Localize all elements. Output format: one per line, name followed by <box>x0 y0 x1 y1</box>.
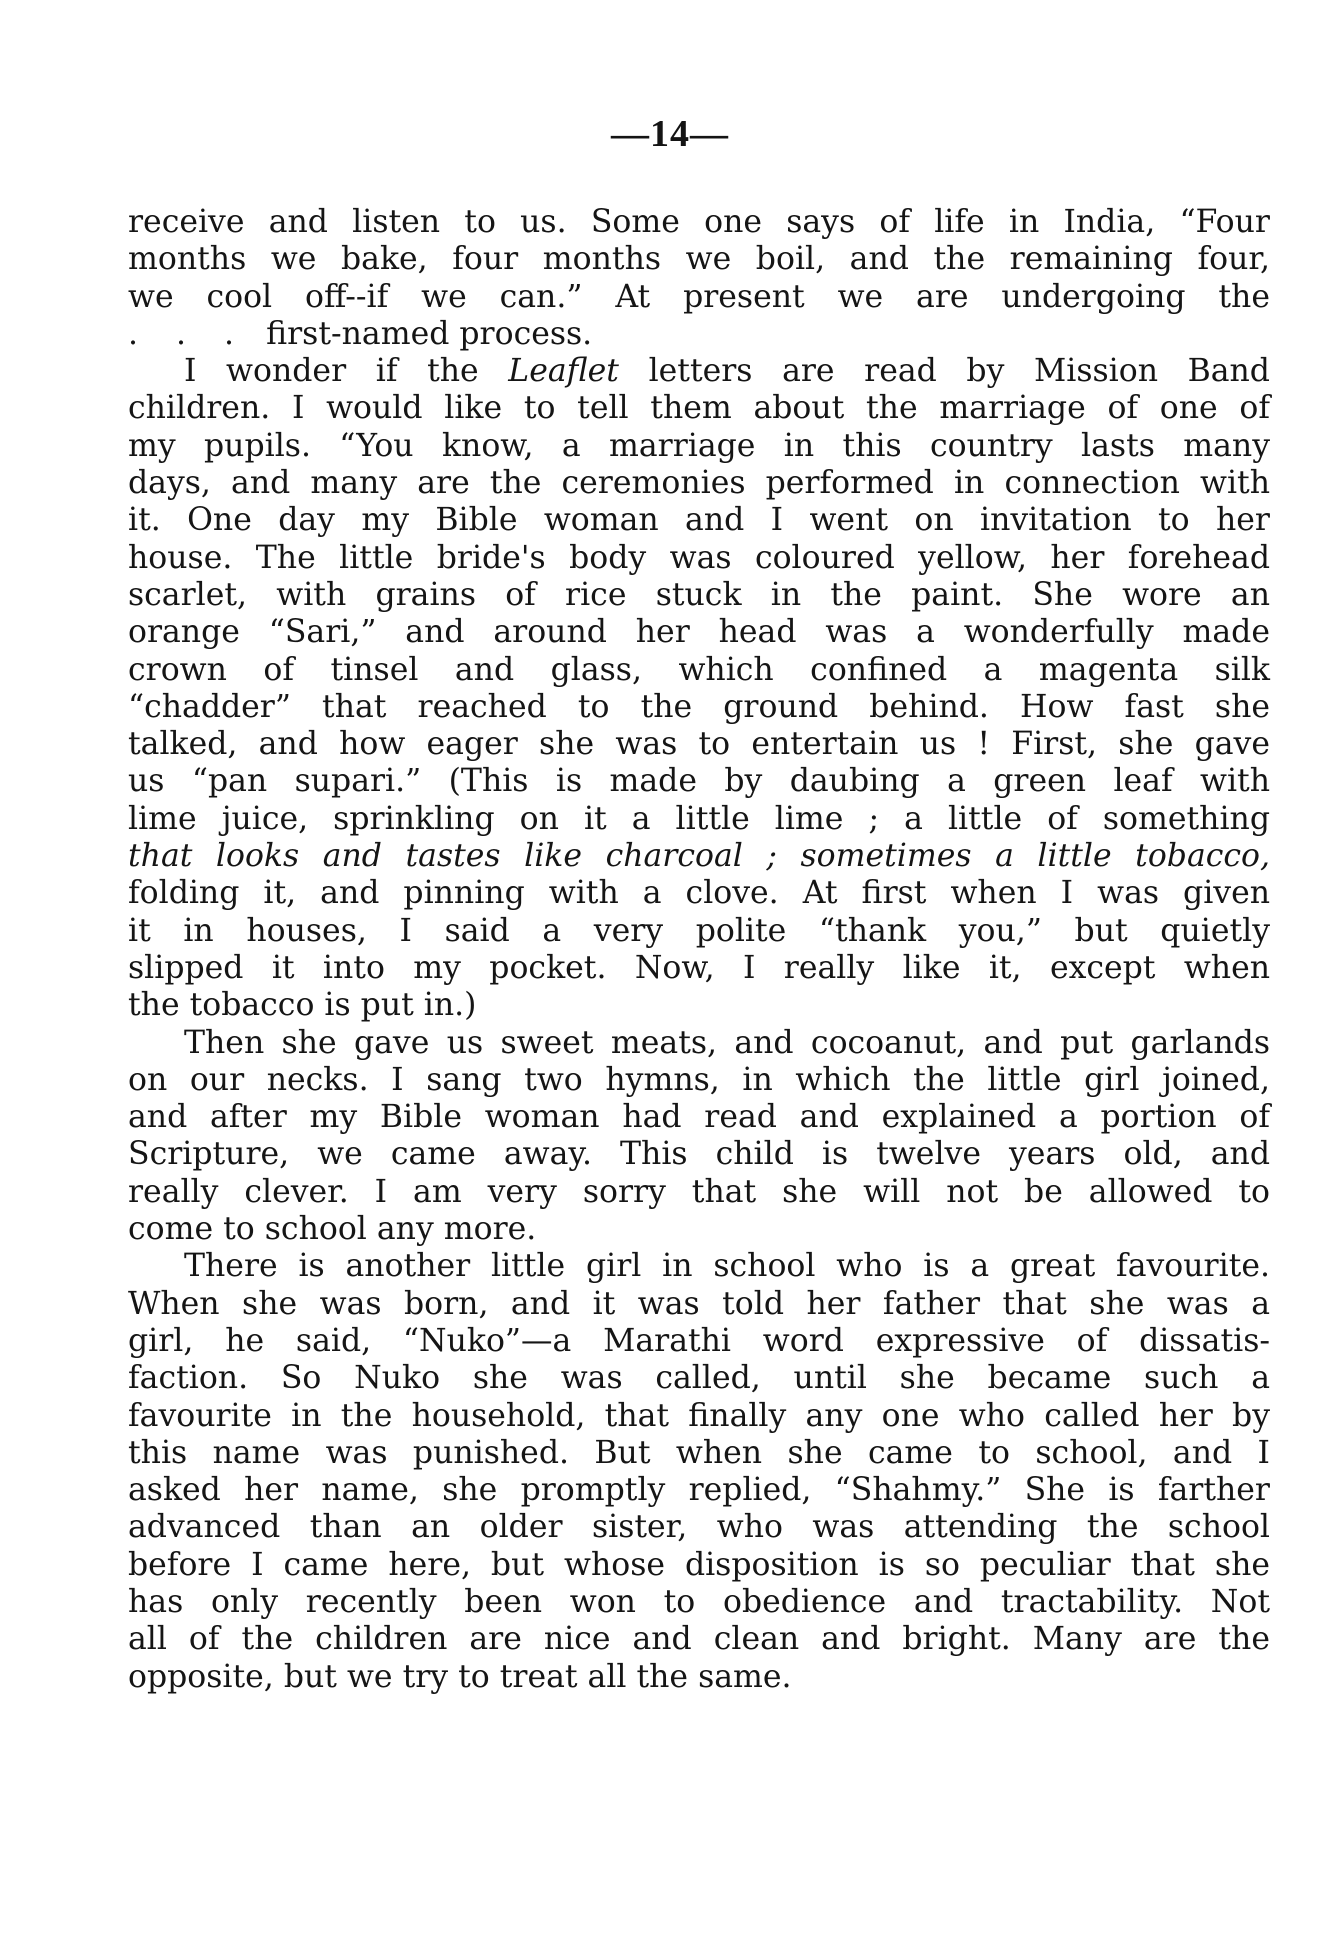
body-text <box>128 204 1270 1696</box>
text-line: has only recently been won to obedience and tractability. Not <box>128 1583 1270 1620</box>
paragraph-1 <box>128 204 1270 353</box>
text-line: “chadder” that reached to the ground behind. How fast she <box>128 688 1270 725</box>
ellipsis-dots: . . . <box>128 315 249 352</box>
paragraph-4 <box>128 1248 1270 1696</box>
text-line <box>128 316 1270 353</box>
text-line: girl, he said, “Nuko”—a Marathi word expressive of dissatis- <box>128 1322 1270 1359</box>
paragraph-3 <box>128 1025 1270 1249</box>
text-line: When she was born, and it was told her father that she was a <box>128 1285 1270 1322</box>
text-line: on our necks. I sang two hymns, in which the little girl joined, <box>128 1061 1270 1098</box>
text-line: Then she gave us sweet meats, and cocoanut, and put garlands <box>184 1024 1270 1061</box>
text-line: children. I would like to tell them about the marriage of one of <box>128 390 1270 427</box>
text-line: lime juice, sprinkling on it a little lime ; a little of something <box>128 800 1270 837</box>
text-line: before I came here, but whose disposition is so peculiar that she <box>128 1546 1270 1583</box>
text-line: really clever. I am very sorry that she will not be allowed to <box>128 1173 1270 1210</box>
text-line: my pupils. “You know, a marriage in this country lasts many <box>128 427 1270 464</box>
text-line: it. One day my Bible woman and I went on invitation to her <box>128 502 1270 539</box>
italic-text: that looks and tastes like charcoal ; sometimes a little tobacco, <box>128 838 1270 875</box>
text-line: favourite in the household, that finally any one who called her by <box>128 1397 1270 1434</box>
text-line: receive and listen to us. Some one says of life in India, “Four <box>128 204 1270 240</box>
page-number: —14— <box>611 113 729 155</box>
text-fragment: letters are read by Mission Band <box>618 353 1270 390</box>
text-line: folding it, and pinning with a clove. At first when I was given <box>128 875 1270 912</box>
text-line: faction. So Nuko she was called, until she became such a <box>128 1360 1270 1397</box>
text-line: all of the children are nice and clean and bright. Many are the <box>128 1621 1270 1658</box>
text-line: There is another little girl in school who is a great favourite. <box>184 1248 1270 1285</box>
text-line: crown of tinsel and glass, which confined a magenta silk <box>128 651 1270 688</box>
text-fragment: first-named process. <box>266 315 593 352</box>
text-line: house. The little bride's body was coloured yellow, her forehead <box>128 539 1270 576</box>
text-fragment: I wonder if the <box>184 353 509 390</box>
text-line: asked her name, she promptly replied, “Shahmy.” She is farther <box>128 1472 1270 1509</box>
text-line: us “pan supari.” (This is made by daubing a green leaf with <box>128 763 1270 800</box>
text-line: opposite, but we try to treat all the same. <box>128 1658 792 1695</box>
text-line: we cool off--if we can.” At present we are undergoing the <box>128 278 1270 315</box>
paragraph-2 <box>128 353 1270 1024</box>
text-line: come to school any more. <box>128 1211 537 1248</box>
text-line: this name was punished. But when she came to school, and I <box>128 1434 1270 1471</box>
text-line <box>128 838 1270 875</box>
italic-title-leaflet: Leaflet <box>508 353 619 390</box>
text-line: it in houses, I said a very polite “thank you,” but quietly <box>128 912 1270 949</box>
text-line: months we bake, four months we boil, and the remaining four, <box>128 241 1270 278</box>
text-line: days, and many are the ceremonies performed in connection with <box>128 465 1270 502</box>
text-line: talked, and how eager she was to entertain us ! First, she gave <box>128 726 1270 763</box>
text-line <box>128 353 1270 390</box>
text-line: slipped it into my pocket. Now, I really like it, except when <box>128 949 1270 986</box>
text-line: Scripture, we came away. This child is twelve years old, and <box>128 1136 1270 1173</box>
text-line: scarlet, with grains of rice stuck in the paint. She wore an <box>128 576 1270 613</box>
text-line: advanced than an older sister, who was attending the school <box>128 1509 1270 1546</box>
text-line: the tobacco is put in.) <box>128 987 477 1024</box>
text-line: orange “Sari,” and around her head was a wonderfully made <box>128 614 1270 651</box>
text-line: and after my Bible woman had read and explained a portion of <box>128 1099 1270 1136</box>
